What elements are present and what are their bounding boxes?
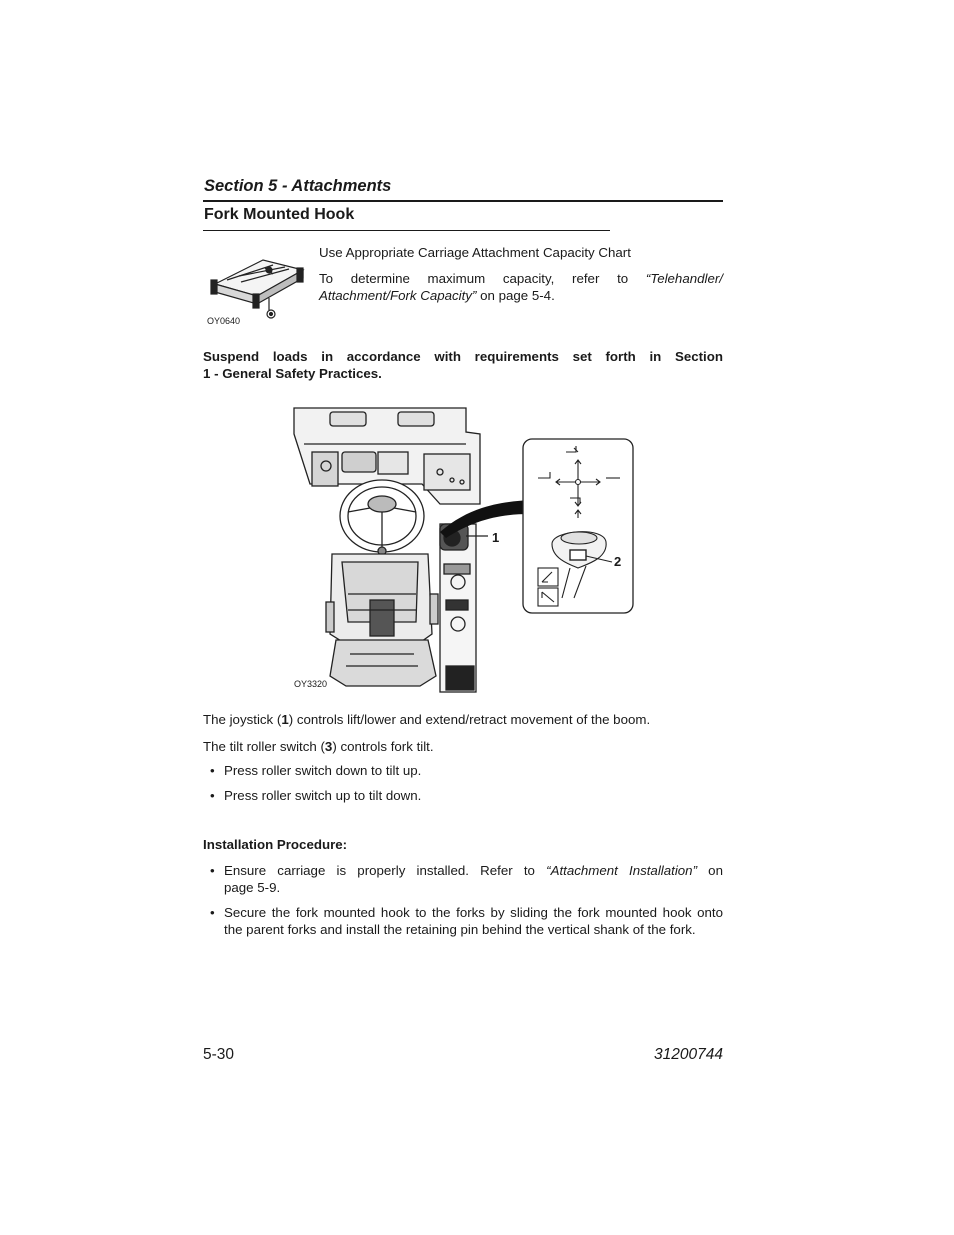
tilt-callout-ref: 3 [324,739,333,754]
safety-warning-line2: 1 - General Safety Practices. [203,366,382,381]
install-step1-on: on [697,863,723,878]
safety-warning-line1: Suspend loads in accordance with requirements set forth in Section [203,349,723,364]
install-step1-text: Ensure carriage is properly installed. Refer to [224,863,547,878]
tilt-down-instruction: Press roller switch up to tilt down. [224,788,422,803]
capacity-ref-text: To determine maximum capacity, refer to [319,271,646,286]
list-item [210,787,422,804]
safety-warning [203,348,723,382]
list-item [210,862,723,896]
capacity-ref-page: on page 5-4. [476,288,555,303]
joystick-text-b: ) controls lift/lower and extend/retract movement of the boom. [288,712,651,727]
page-heading: Fork Mounted Hook [204,206,355,223]
bullet-icon: • [210,788,215,803]
heading-rule [203,230,610,231]
joystick-callout-ref: 1 [281,712,289,727]
hook-figure-code: OY0640 [207,316,241,326]
detail-connector [440,498,530,538]
callout-1: 1 [492,530,500,545]
tilt-up-instruction: Press roller switch down to tilt up. [224,763,422,778]
page-number: 5-30 [203,1046,235,1063]
tilt-description [203,738,434,755]
installation-heading: Installation Procedure: [203,837,348,852]
joystick-text-a: The joystick ( [203,712,282,727]
header-rule [203,200,723,202]
bullet-icon: • [210,905,215,920]
callout-2: 2 [614,554,622,569]
capacity-ref-link-a: “Telehandler/ [645,271,723,286]
install-step2-line2: the parent forks and install the retaining pin behind the vertical shank of the fork. [224,922,696,937]
install-step1-page: page 5-9. [224,880,281,895]
section-title: Section 5 - Attachments [204,177,392,195]
cab-controls-illustration [290,404,490,696]
bullet-icon: • [210,863,215,878]
bullet-icon: • [210,763,215,778]
list-item [210,904,723,938]
tilt-text-b: ) controls fork tilt. [332,739,434,754]
joystick-description [203,711,650,728]
install-step1-link: “Attachment Installation” [546,863,697,878]
capacity-chart-note: Use Appropriate Carriage Attachment Capacity Chart [319,245,631,260]
cab-figure-code: OY3320 [294,679,328,689]
list-item [210,762,422,779]
capacity-ref-link-b: Attachment/Fork Capacity” [319,288,477,303]
install-step2-line1: Secure the fork mounted hook to the forks by sliding the fork mounted hook onto [224,905,723,920]
capacity-reference [319,270,723,304]
joystick-detail-inset [522,438,634,614]
tilt-text-a: The tilt roller switch ( [203,739,325,754]
document-number: 31200744 [654,1046,723,1063]
